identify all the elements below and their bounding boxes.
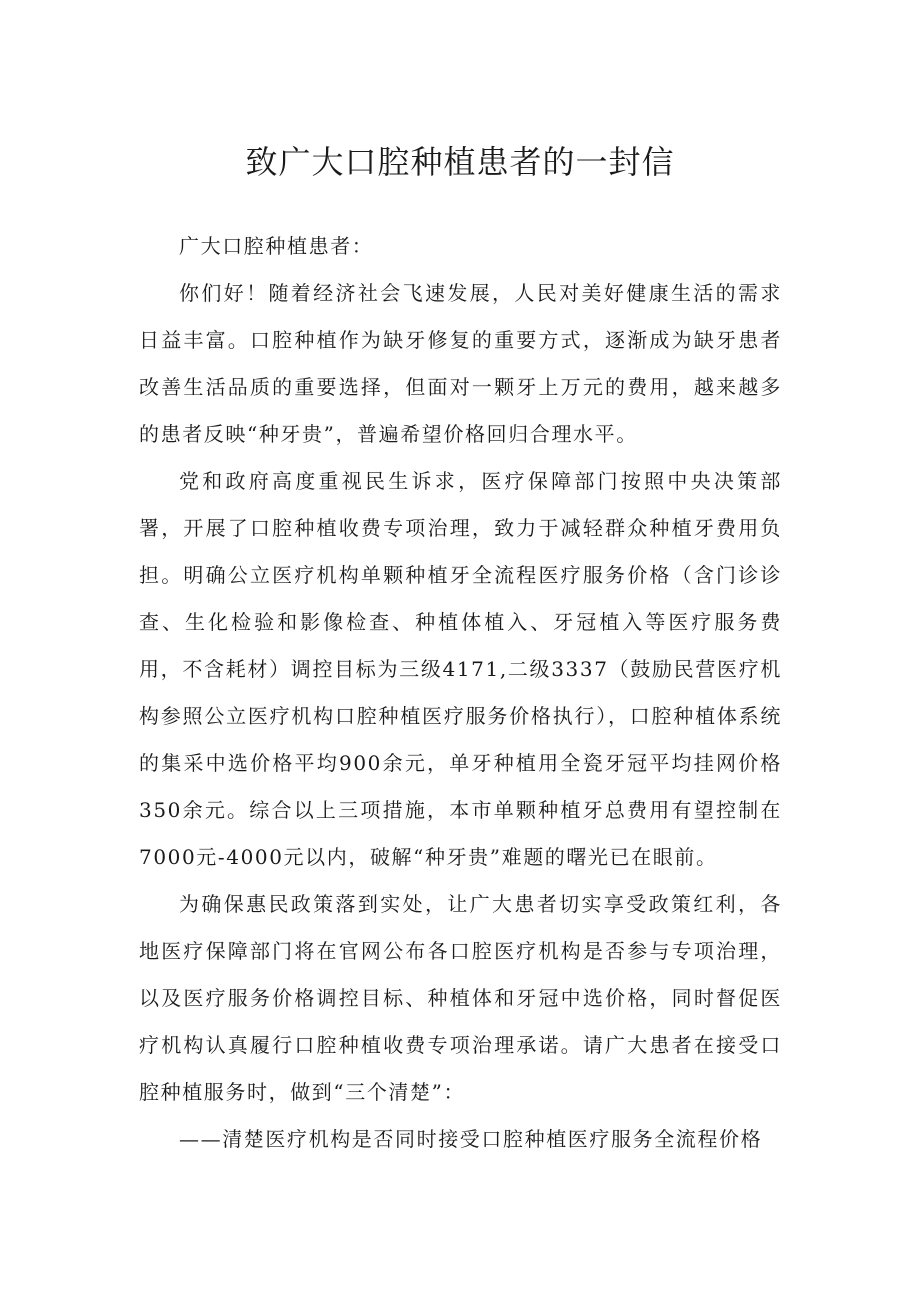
paragraph-policy: 党和政府高度重视民生诉求，医疗保障部门按照中央决策部署，开展了口腔种植收费专项治理，致力于减轻群众种植牙费用负担。明确公立医疗机构单颗种植牙全流程医疗服务价格（含门诊诊查、生化检验和影像检查、种植体植入、牙冠植入等医疗服务费用，不含耗材）调控目标为三级4171,二级3337（鼓励民营医疗机构参照公立医疗机构口腔种植医疗服务价格执行），口腔种植体系统的集采中选价格平均900余元，单牙种植用全瓷牙冠平均挂网价格350余元。综合以上三项措施，本市单颗种植牙总费用有望控制在7000元-4000元以内，破解“种牙贵”难题的曙光已在眼前。 <box>139 469 782 869</box>
paragraph-implementation: 为确保惠民政策落到实处，让广大患者切实享受政策红利，各地医疗保障部门将在官网公布各口腔医疗机构是否参与专项治理，以及医疗服务价格调控目标、种植体和牙冠中选价格，同时督促医疗机构认真履行口腔种植收费专项治理承诺。请广大患者在接受口腔种植服务时，做到“三个清楚”： <box>139 892 782 1104</box>
document-body <box>139 223 782 1163</box>
paragraph-item-one: ——清楚医疗机构是否同时接受口腔种植医疗服务全流程价格 <box>179 1127 763 1151</box>
salutation: 广大口腔种植患者： <box>179 234 374 258</box>
document-title: 致广大口腔种植患者的一封信 <box>245 143 675 181</box>
paragraph-greeting: 你们好！随着经济社会飞速发展，人民对美好健康生活的需求日益丰富。口腔种植作为缺牙修复的重要方式，逐渐成为缺牙患者改善生活品质的重要选择，但面对一颗牙上万元的费用，越来越多的患者反映“种牙贵”，普遍希望价格回归合理水平。 <box>139 281 782 446</box>
